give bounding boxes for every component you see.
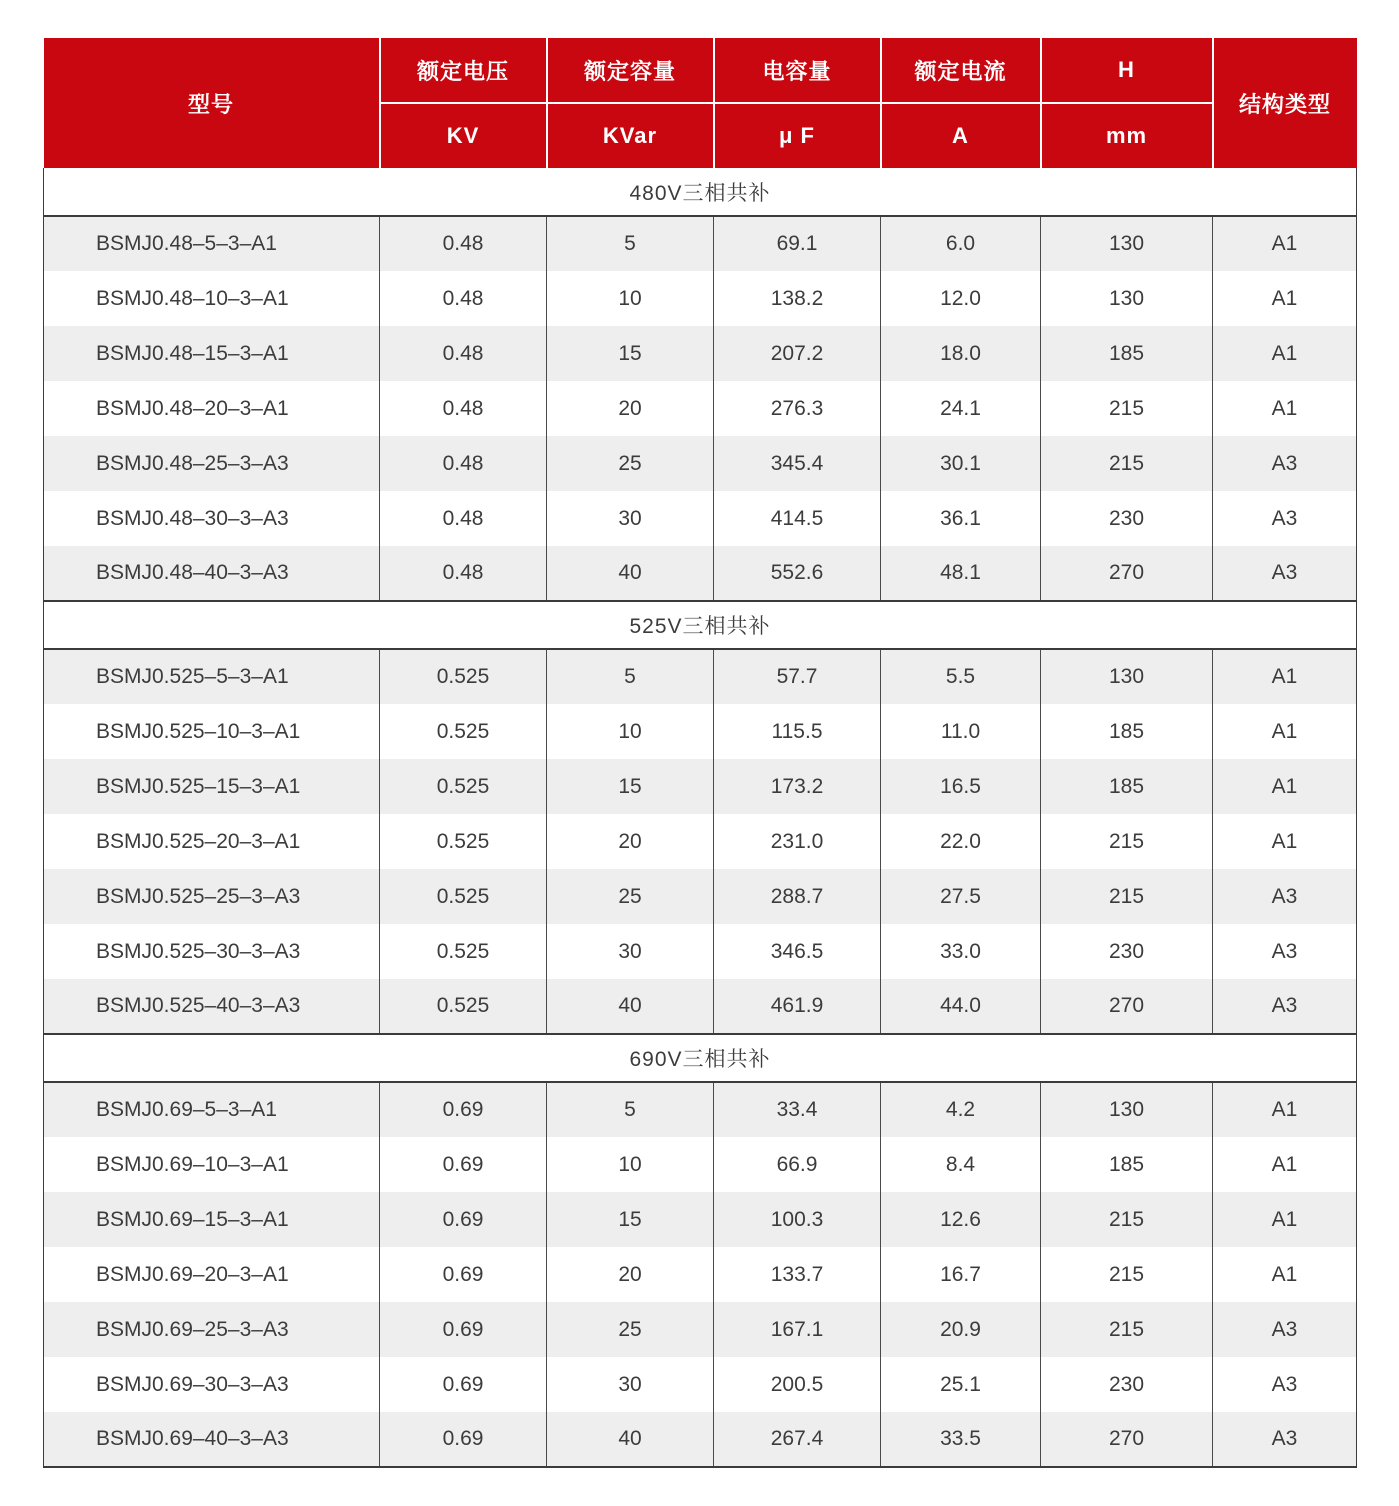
cell-rated-voltage: 0.525	[380, 924, 547, 979]
table-row	[44, 759, 1357, 814]
cell-rated-capacity: 5	[547, 1082, 714, 1137]
table-row	[44, 1302, 1357, 1357]
cell-model: BSMJ0.525–10–3–A1	[44, 704, 380, 759]
cell-structure-type: A1	[1213, 1082, 1357, 1137]
cell-rated-capacity: 30	[547, 1357, 714, 1412]
cell-height: 215	[1041, 1192, 1213, 1247]
cell-height: 215	[1041, 381, 1213, 436]
cell-height: 130	[1041, 216, 1213, 271]
cell-model: BSMJ0.525–25–3–A3	[44, 869, 380, 924]
table-row	[44, 1137, 1357, 1192]
cell-rated-voltage: 0.525	[380, 704, 547, 759]
cell-capacitance: 57.7	[714, 649, 881, 704]
cell-rated-current: 5.5	[881, 649, 1041, 704]
cell-rated-voltage: 0.48	[380, 491, 547, 546]
section-title: 690V三相共补	[44, 1034, 1357, 1082]
cell-structure-type: A3	[1213, 924, 1357, 979]
cell-height: 215	[1041, 869, 1213, 924]
cell-height: 215	[1041, 1247, 1213, 1302]
table-row	[44, 1192, 1357, 1247]
cell-rated-capacity: 10	[547, 1137, 714, 1192]
cell-structure-type: A1	[1213, 271, 1357, 326]
cell-capacitance: 345.4	[714, 436, 881, 491]
header-rated-current: 额定电流	[881, 38, 1041, 103]
header-unit-uf: μ F	[714, 103, 881, 168]
cell-structure-type: A1	[1213, 1247, 1357, 1302]
cell-rated-capacity: 25	[547, 869, 714, 924]
section-title: 480V三相共补	[44, 168, 1357, 216]
cell-rated-current: 16.7	[881, 1247, 1041, 1302]
table-row	[44, 869, 1357, 924]
cell-rated-voltage: 0.48	[380, 436, 547, 491]
cell-height: 215	[1041, 436, 1213, 491]
cell-model: BSMJ0.48–40–3–A3	[44, 546, 380, 601]
cell-rated-current: 33.0	[881, 924, 1041, 979]
cell-rated-current: 36.1	[881, 491, 1041, 546]
header-unit-kvar: KVar	[547, 103, 714, 168]
cell-structure-type: A1	[1213, 216, 1357, 271]
cell-capacitance: 207.2	[714, 326, 881, 381]
cell-structure-type: A3	[1213, 869, 1357, 924]
cell-capacitance: 66.9	[714, 1137, 881, 1192]
cell-structure-type: A1	[1213, 381, 1357, 436]
cell-rated-capacity: 20	[547, 1247, 714, 1302]
cell-model: BSMJ0.48–25–3–A3	[44, 436, 380, 491]
cell-model: BSMJ0.525–5–3–A1	[44, 649, 380, 704]
cell-rated-capacity: 40	[547, 1412, 714, 1467]
cell-rated-capacity: 30	[547, 924, 714, 979]
cell-model: BSMJ0.525–40–3–A3	[44, 979, 380, 1034]
cell-rated-capacity: 40	[547, 979, 714, 1034]
cell-rated-voltage: 0.69	[380, 1082, 547, 1137]
cell-capacitance: 167.1	[714, 1302, 881, 1357]
cell-rated-current: 4.2	[881, 1082, 1041, 1137]
header-unit-kv: KV	[380, 103, 547, 168]
cell-rated-current: 25.1	[881, 1357, 1041, 1412]
cell-rated-capacity: 15	[547, 1192, 714, 1247]
cell-model: BSMJ0.69–40–3–A3	[44, 1412, 380, 1467]
cell-model: BSMJ0.525–15–3–A1	[44, 759, 380, 814]
header-row-labels	[44, 38, 1357, 103]
cell-structure-type: A1	[1213, 1137, 1357, 1192]
cell-capacitance: 200.5	[714, 1357, 881, 1412]
table-row	[44, 491, 1357, 546]
header-height: H	[1041, 38, 1213, 103]
cell-rated-current: 24.1	[881, 381, 1041, 436]
cell-height: 130	[1041, 1082, 1213, 1137]
cell-rated-capacity: 10	[547, 704, 714, 759]
table-row	[44, 271, 1357, 326]
cell-height: 230	[1041, 924, 1213, 979]
cell-capacitance: 288.7	[714, 869, 881, 924]
cell-height: 185	[1041, 1137, 1213, 1192]
cell-height: 270	[1041, 1412, 1213, 1467]
cell-capacitance: 33.4	[714, 1082, 881, 1137]
header-structure-type: 结构类型	[1213, 38, 1357, 168]
cell-height: 270	[1041, 546, 1213, 601]
cell-model: BSMJ0.48–10–3–A1	[44, 271, 380, 326]
cell-rated-capacity: 30	[547, 491, 714, 546]
cell-structure-type: A1	[1213, 814, 1357, 869]
section-title-row	[44, 168, 1357, 216]
section-title-row	[44, 601, 1357, 649]
cell-rated-voltage: 0.525	[380, 979, 547, 1034]
cell-structure-type: A3	[1213, 1412, 1357, 1467]
cell-rated-current: 12.6	[881, 1192, 1041, 1247]
table-row	[44, 979, 1357, 1034]
cell-rated-current: 18.0	[881, 326, 1041, 381]
cell-rated-current: 16.5	[881, 759, 1041, 814]
cell-rated-current: 12.0	[881, 271, 1041, 326]
table-row	[44, 381, 1357, 436]
table-row	[44, 1082, 1357, 1137]
cell-rated-voltage: 0.525	[380, 649, 547, 704]
spec-table-container	[43, 38, 1356, 1468]
cell-rated-voltage: 0.48	[380, 381, 547, 436]
table-row	[44, 814, 1357, 869]
table-row	[44, 216, 1357, 271]
cell-height: 215	[1041, 1302, 1213, 1357]
header-model: 型号	[44, 38, 380, 168]
cell-rated-current: 44.0	[881, 979, 1041, 1034]
cell-structure-type: A3	[1213, 436, 1357, 491]
cell-capacitance: 138.2	[714, 271, 881, 326]
cell-capacitance: 69.1	[714, 216, 881, 271]
cell-model: BSMJ0.69–30–3–A3	[44, 1357, 380, 1412]
cell-height: 130	[1041, 271, 1213, 326]
section-title-row	[44, 1034, 1357, 1082]
cell-rated-current: 48.1	[881, 546, 1041, 601]
cell-capacitance: 133.7	[714, 1247, 881, 1302]
table-row	[44, 436, 1357, 491]
cell-rated-current: 11.0	[881, 704, 1041, 759]
cell-rated-voltage: 0.69	[380, 1412, 547, 1467]
cell-rated-capacity: 25	[547, 1302, 714, 1357]
cell-rated-current: 20.9	[881, 1302, 1041, 1357]
cell-rated-voltage: 0.48	[380, 271, 547, 326]
cell-capacitance: 173.2	[714, 759, 881, 814]
cell-model: BSMJ0.69–5–3–A1	[44, 1082, 380, 1137]
cell-rated-voltage: 0.48	[380, 546, 547, 601]
cell-structure-type: A3	[1213, 491, 1357, 546]
cell-rated-current: 30.1	[881, 436, 1041, 491]
table-row	[44, 326, 1357, 381]
table-header	[44, 38, 1357, 168]
table-row	[44, 1412, 1357, 1467]
cell-model: BSMJ0.48–30–3–A3	[44, 491, 380, 546]
cell-structure-type: A1	[1213, 704, 1357, 759]
cell-rated-voltage: 0.69	[380, 1302, 547, 1357]
capacitor-spec-table	[43, 38, 1357, 1468]
table-row	[44, 649, 1357, 704]
header-rated-capacity: 额定容量	[547, 38, 714, 103]
cell-height: 130	[1041, 649, 1213, 704]
cell-model: BSMJ0.69–20–3–A1	[44, 1247, 380, 1302]
cell-structure-type: A1	[1213, 649, 1357, 704]
cell-structure-type: A1	[1213, 326, 1357, 381]
table-row	[44, 704, 1357, 759]
cell-capacitance: 552.6	[714, 546, 881, 601]
section-title: 525V三相共补	[44, 601, 1357, 649]
cell-capacitance: 414.5	[714, 491, 881, 546]
cell-rated-voltage: 0.69	[380, 1357, 547, 1412]
table-row	[44, 1357, 1357, 1412]
cell-capacitance: 276.3	[714, 381, 881, 436]
cell-rated-current: 33.5	[881, 1412, 1041, 1467]
cell-rated-voltage: 0.69	[380, 1192, 547, 1247]
table-row	[44, 924, 1357, 979]
cell-structure-type: A1	[1213, 1192, 1357, 1247]
cell-rated-current: 27.5	[881, 869, 1041, 924]
cell-capacitance: 346.5	[714, 924, 881, 979]
cell-height: 230	[1041, 491, 1213, 546]
cell-rated-capacity: 15	[547, 759, 714, 814]
cell-structure-type: A3	[1213, 979, 1357, 1034]
cell-rated-capacity: 20	[547, 381, 714, 436]
cell-height: 230	[1041, 1357, 1213, 1412]
cell-rated-current: 6.0	[881, 216, 1041, 271]
cell-rated-voltage: 0.525	[380, 869, 547, 924]
table-row	[44, 1247, 1357, 1302]
cell-rated-capacity: 5	[547, 649, 714, 704]
cell-rated-voltage: 0.48	[380, 326, 547, 381]
cell-capacitance: 115.5	[714, 704, 881, 759]
cell-capacitance: 461.9	[714, 979, 881, 1034]
cell-rated-voltage: 0.69	[380, 1247, 547, 1302]
header-unit-a: A	[881, 103, 1041, 168]
cell-rated-current: 22.0	[881, 814, 1041, 869]
cell-structure-type: A1	[1213, 759, 1357, 814]
cell-rated-capacity: 20	[547, 814, 714, 869]
cell-rated-capacity: 15	[547, 326, 714, 381]
cell-height: 185	[1041, 704, 1213, 759]
cell-capacitance: 100.3	[714, 1192, 881, 1247]
table-row	[44, 546, 1357, 601]
cell-rated-capacity: 5	[547, 216, 714, 271]
spec-table-body	[44, 168, 1357, 1467]
cell-rated-capacity: 25	[547, 436, 714, 491]
cell-rated-voltage: 0.525	[380, 814, 547, 869]
cell-rated-current: 8.4	[881, 1137, 1041, 1192]
cell-model: BSMJ0.69–25–3–A3	[44, 1302, 380, 1357]
header-rated-voltage: 额定电压	[380, 38, 547, 103]
cell-model: BSMJ0.69–15–3–A1	[44, 1192, 380, 1247]
cell-rated-voltage: 0.48	[380, 216, 547, 271]
cell-height: 215	[1041, 814, 1213, 869]
cell-height: 185	[1041, 326, 1213, 381]
cell-capacitance: 267.4	[714, 1412, 881, 1467]
cell-model: BSMJ0.69–10–3–A1	[44, 1137, 380, 1192]
cell-model: BSMJ0.525–20–3–A1	[44, 814, 380, 869]
cell-model: BSMJ0.48–5–3–A1	[44, 216, 380, 271]
cell-model: BSMJ0.525–30–3–A3	[44, 924, 380, 979]
cell-rated-capacity: 40	[547, 546, 714, 601]
cell-model: BSMJ0.48–15–3–A1	[44, 326, 380, 381]
cell-rated-voltage: 0.69	[380, 1137, 547, 1192]
cell-rated-capacity: 10	[547, 271, 714, 326]
header-unit-mm: mm	[1041, 103, 1213, 168]
cell-model: BSMJ0.48–20–3–A1	[44, 381, 380, 436]
header-capacitance: 电容量	[714, 38, 881, 103]
cell-height: 270	[1041, 979, 1213, 1034]
cell-structure-type: A3	[1213, 546, 1357, 601]
cell-height: 185	[1041, 759, 1213, 814]
cell-capacitance: 231.0	[714, 814, 881, 869]
cell-structure-type: A3	[1213, 1357, 1357, 1412]
cell-structure-type: A3	[1213, 1302, 1357, 1357]
cell-rated-voltage: 0.525	[380, 759, 547, 814]
